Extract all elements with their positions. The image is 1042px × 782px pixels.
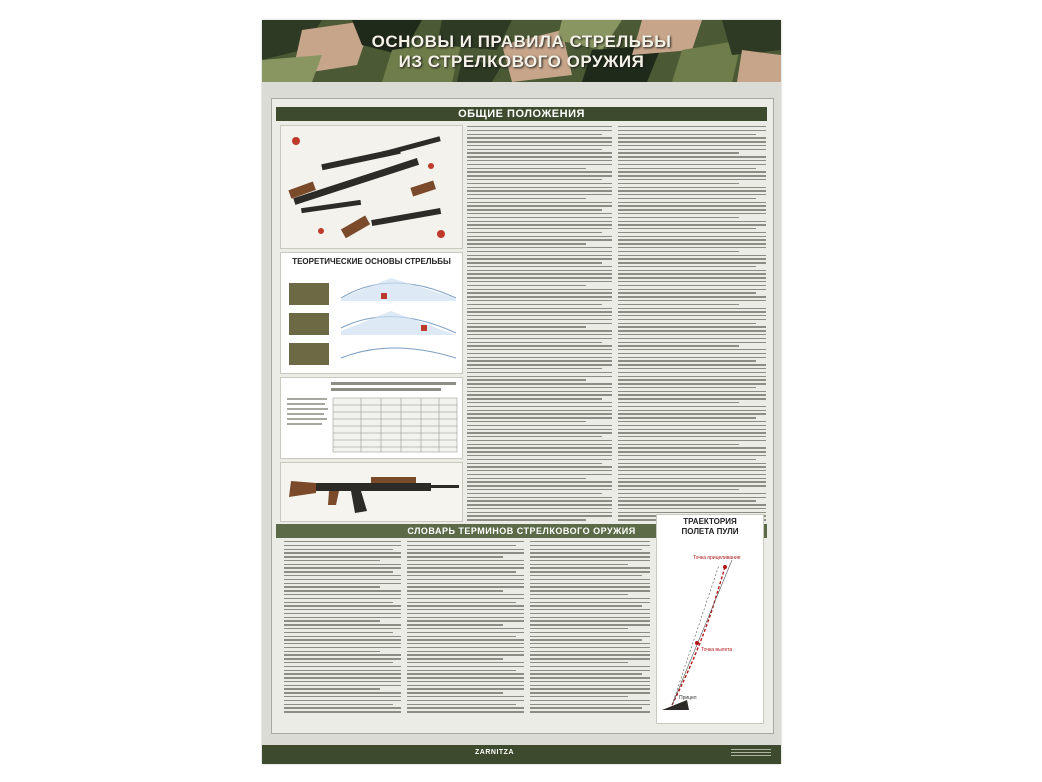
glossary-column-1 xyxy=(284,541,401,729)
poster xyxy=(262,20,781,764)
general-text-column-1 xyxy=(467,126,612,521)
title-line-1: ОСНОВЫ И ПРАВИЛА СТРЕЛЬБЫ xyxy=(371,32,672,51)
footer-fine-print xyxy=(731,749,771,758)
aim-point-label: Точка прицеливания xyxy=(693,555,741,561)
poster-title xyxy=(262,32,781,72)
trajectory-title-line-1: ТРАЕКТОРИЯ xyxy=(683,517,737,526)
glossary-column-3 xyxy=(530,541,650,729)
trajectory-panel xyxy=(656,514,764,724)
theory-title: ТЕОРЕТИЧЕСКИЕ ОСНОВЫ СТРЕЛЬБЫ xyxy=(292,257,451,266)
poster-footer xyxy=(262,745,781,764)
theory-illustration xyxy=(280,252,463,374)
glossary-column-2 xyxy=(407,541,524,729)
range-table xyxy=(280,377,463,459)
trajectory-title-line-2: ПОЛЕТА ПУЛИ xyxy=(681,527,739,536)
assault-rifle-image xyxy=(280,462,463,522)
sight-label: Прицел xyxy=(679,695,697,701)
brand-logo: ZARNITZA xyxy=(475,749,514,756)
poster-header xyxy=(262,20,781,82)
trajectory-diagram xyxy=(657,515,763,723)
rifle-parts-illustration xyxy=(280,125,463,249)
exit-point-label: Точка вылета xyxy=(701,647,733,653)
title-line-2: ИЗ СТРЕЛКОВОГО ОРУЖИЯ xyxy=(398,52,645,71)
general-text-column-2 xyxy=(618,126,766,521)
section-glossary-heading: СЛОВАРЬ ТЕРМИНОВ СТРЕЛКОВОГО ОРУЖИЯ xyxy=(276,524,767,538)
section-general-heading: ОБЩИЕ ПОЛОЖЕНИЯ xyxy=(276,107,767,121)
